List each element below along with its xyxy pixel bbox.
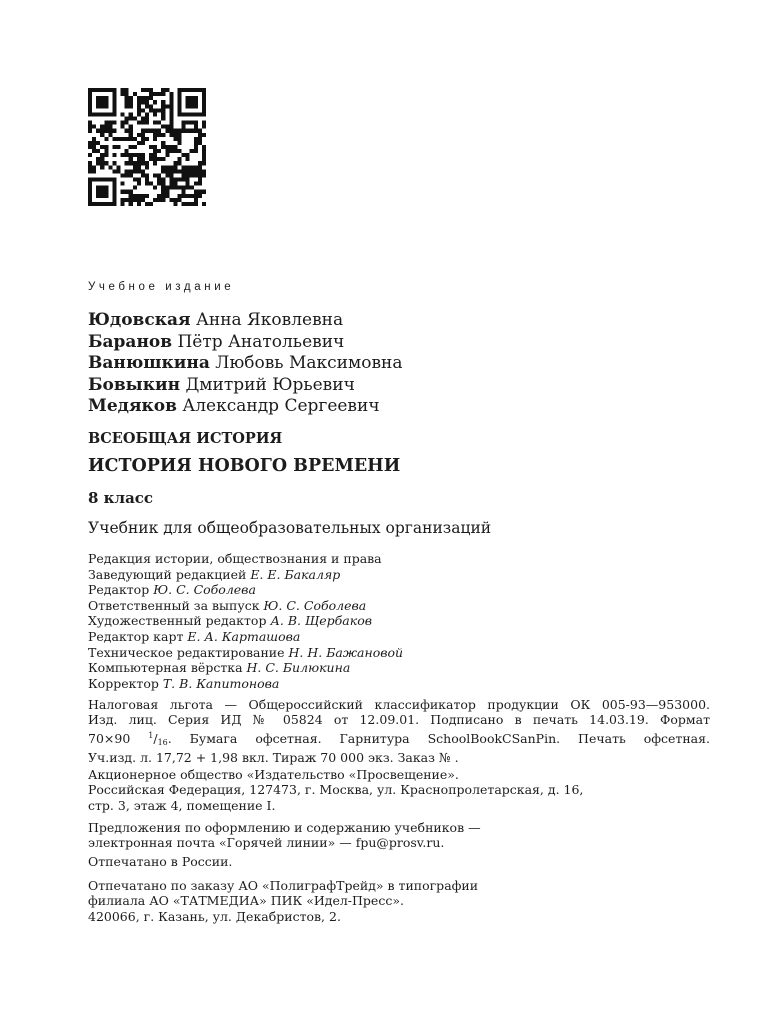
printer-block	[88, 878, 478, 924]
paper-format: 70×90	[88, 730, 131, 746]
credit-name: Е. А. Карташова	[187, 628, 301, 644]
credit-line	[88, 676, 403, 692]
credit-name: Т. В. Капитонова	[162, 675, 280, 691]
imprint-line-rest: . Бумага офсетная. Гарнитура SchoolBookCSanPin. Печать офсетная.	[167, 730, 710, 746]
credit-name: Н. Н. Бажановой	[288, 644, 404, 660]
author-given-name: Дмитрий Юрьевич	[185, 374, 355, 395]
author-row	[88, 332, 402, 354]
publisher-line: Российская Федерация, 127473, г. Москва, ул. Краснопролетарская, д. 16,	[88, 782, 584, 798]
credit-name: Е. Е. Бакаляр	[250, 566, 341, 582]
imprint-line: Изд. лиц. Серия ИД № 05824 от 12.09.01. Подписано в печать 14.03.19. Формат	[88, 712, 710, 728]
author-row	[88, 353, 402, 375]
credit-line	[88, 598, 403, 614]
credit-line	[88, 645, 403, 661]
credit-role: Редактор карт	[88, 628, 184, 644]
printed-in-line: Отпечатано в России.	[88, 854, 233, 869]
credit-line	[88, 567, 403, 583]
edition-type: Учебное издание	[88, 281, 235, 293]
author-given-name: Любовь Максимовна	[215, 353, 403, 373]
qr-modules	[88, 88, 206, 206]
book-description: Учебник для общеобразовательных организаций	[88, 519, 492, 537]
credit-role: Техническое редактирование	[88, 644, 285, 660]
credit-role: Ответственный за выпуск	[88, 597, 260, 613]
credit-line	[88, 629, 403, 645]
book-title: ИСТОРИЯ НОВОГО ВРЕМЕНИ	[88, 456, 401, 476]
credit-role: Компьютерная вёрстка	[88, 660, 243, 676]
qr-code-graphic	[88, 88, 206, 206]
credits-block	[88, 551, 403, 691]
author-surname: Бовыкин	[88, 374, 181, 395]
credit-role: Корректор	[88, 675, 159, 691]
printer-line: Отпечатано по заказу АО «ПолиграфТрейд» в типографии	[88, 878, 479, 893]
credit-role: Художественный редактор	[88, 613, 267, 629]
credit-name: Н. С. Билюкина	[246, 660, 351, 676]
author-given-name: Пётр Анатольевич	[177, 331, 345, 352]
imprint-block	[88, 697, 710, 766]
suggestions-block	[88, 820, 481, 851]
fraction-denominator: 16	[157, 737, 168, 747]
author-surname: Ванюшкина	[88, 353, 210, 373]
suggestions-line: электронная почта «Горячей линии» — fpu@prosv.ru.	[88, 835, 445, 851]
imprint-line: 70×90 $^1/_{16}$. Бумага офсетная. Гарнитура SchoolBookCSanPin. Печать офсетная.	[88, 730, 710, 747]
author-row	[88, 310, 402, 332]
qr-code	[88, 88, 206, 206]
editorial-office: Редакция истории, обществознания и права	[88, 551, 382, 566]
credit-name: А. В. Щербаков	[270, 613, 372, 629]
publisher-block	[88, 767, 583, 813]
credit-line	[88, 660, 403, 676]
author-row	[88, 396, 402, 418]
fraction-numerator: 1	[148, 730, 154, 740]
publisher-line: Акционерное общество «Издательство «Просвещение».	[88, 767, 459, 782]
credit-name: Ю. С. Соболева	[153, 582, 256, 598]
printed-in	[88, 854, 232, 869]
author-surname: Медяков	[88, 396, 177, 416]
credit-role: Заведующий редакцией	[88, 566, 247, 582]
author-surname: Юдовская	[88, 310, 191, 330]
book-subject: ВСЕОБЩАЯ ИСТОРИЯ	[88, 430, 283, 447]
credit-line	[88, 613, 403, 629]
credit-line	[88, 582, 403, 598]
book-grade: 8 класс	[88, 489, 154, 507]
suggestions-line: Предложения по оформлению и содержанию учебников —	[88, 820, 481, 835]
printer-line: филиала АО «ТАТМЕДИА» ПИК «Идел-Пресс».	[88, 893, 404, 909]
printer-line: 420066, г. Казань, ул. Декабристов, 2.	[88, 908, 341, 924]
author-given-name: Александр Сергеевич	[182, 396, 380, 416]
author-surname: Баранов	[88, 331, 173, 352]
author-given-name: Анна Яковлевна	[195, 310, 344, 330]
credit-name: Ю. С. Соболева	[263, 597, 367, 613]
publisher-line: стр. 3, этаж 4, помещение I.	[88, 797, 276, 813]
authors-list	[88, 310, 402, 418]
imprint-line: Налоговая льгота — Общероссийский классификатор продукции ОК 005-93—953000.	[88, 697, 710, 712]
credit-role: Редактор	[88, 582, 150, 598]
imprint-line: Уч.изд. л. 17,72 + 1,98 вкл. Тираж 70 000 экз. Заказ № .	[88, 750, 459, 766]
author-row	[88, 375, 402, 397]
